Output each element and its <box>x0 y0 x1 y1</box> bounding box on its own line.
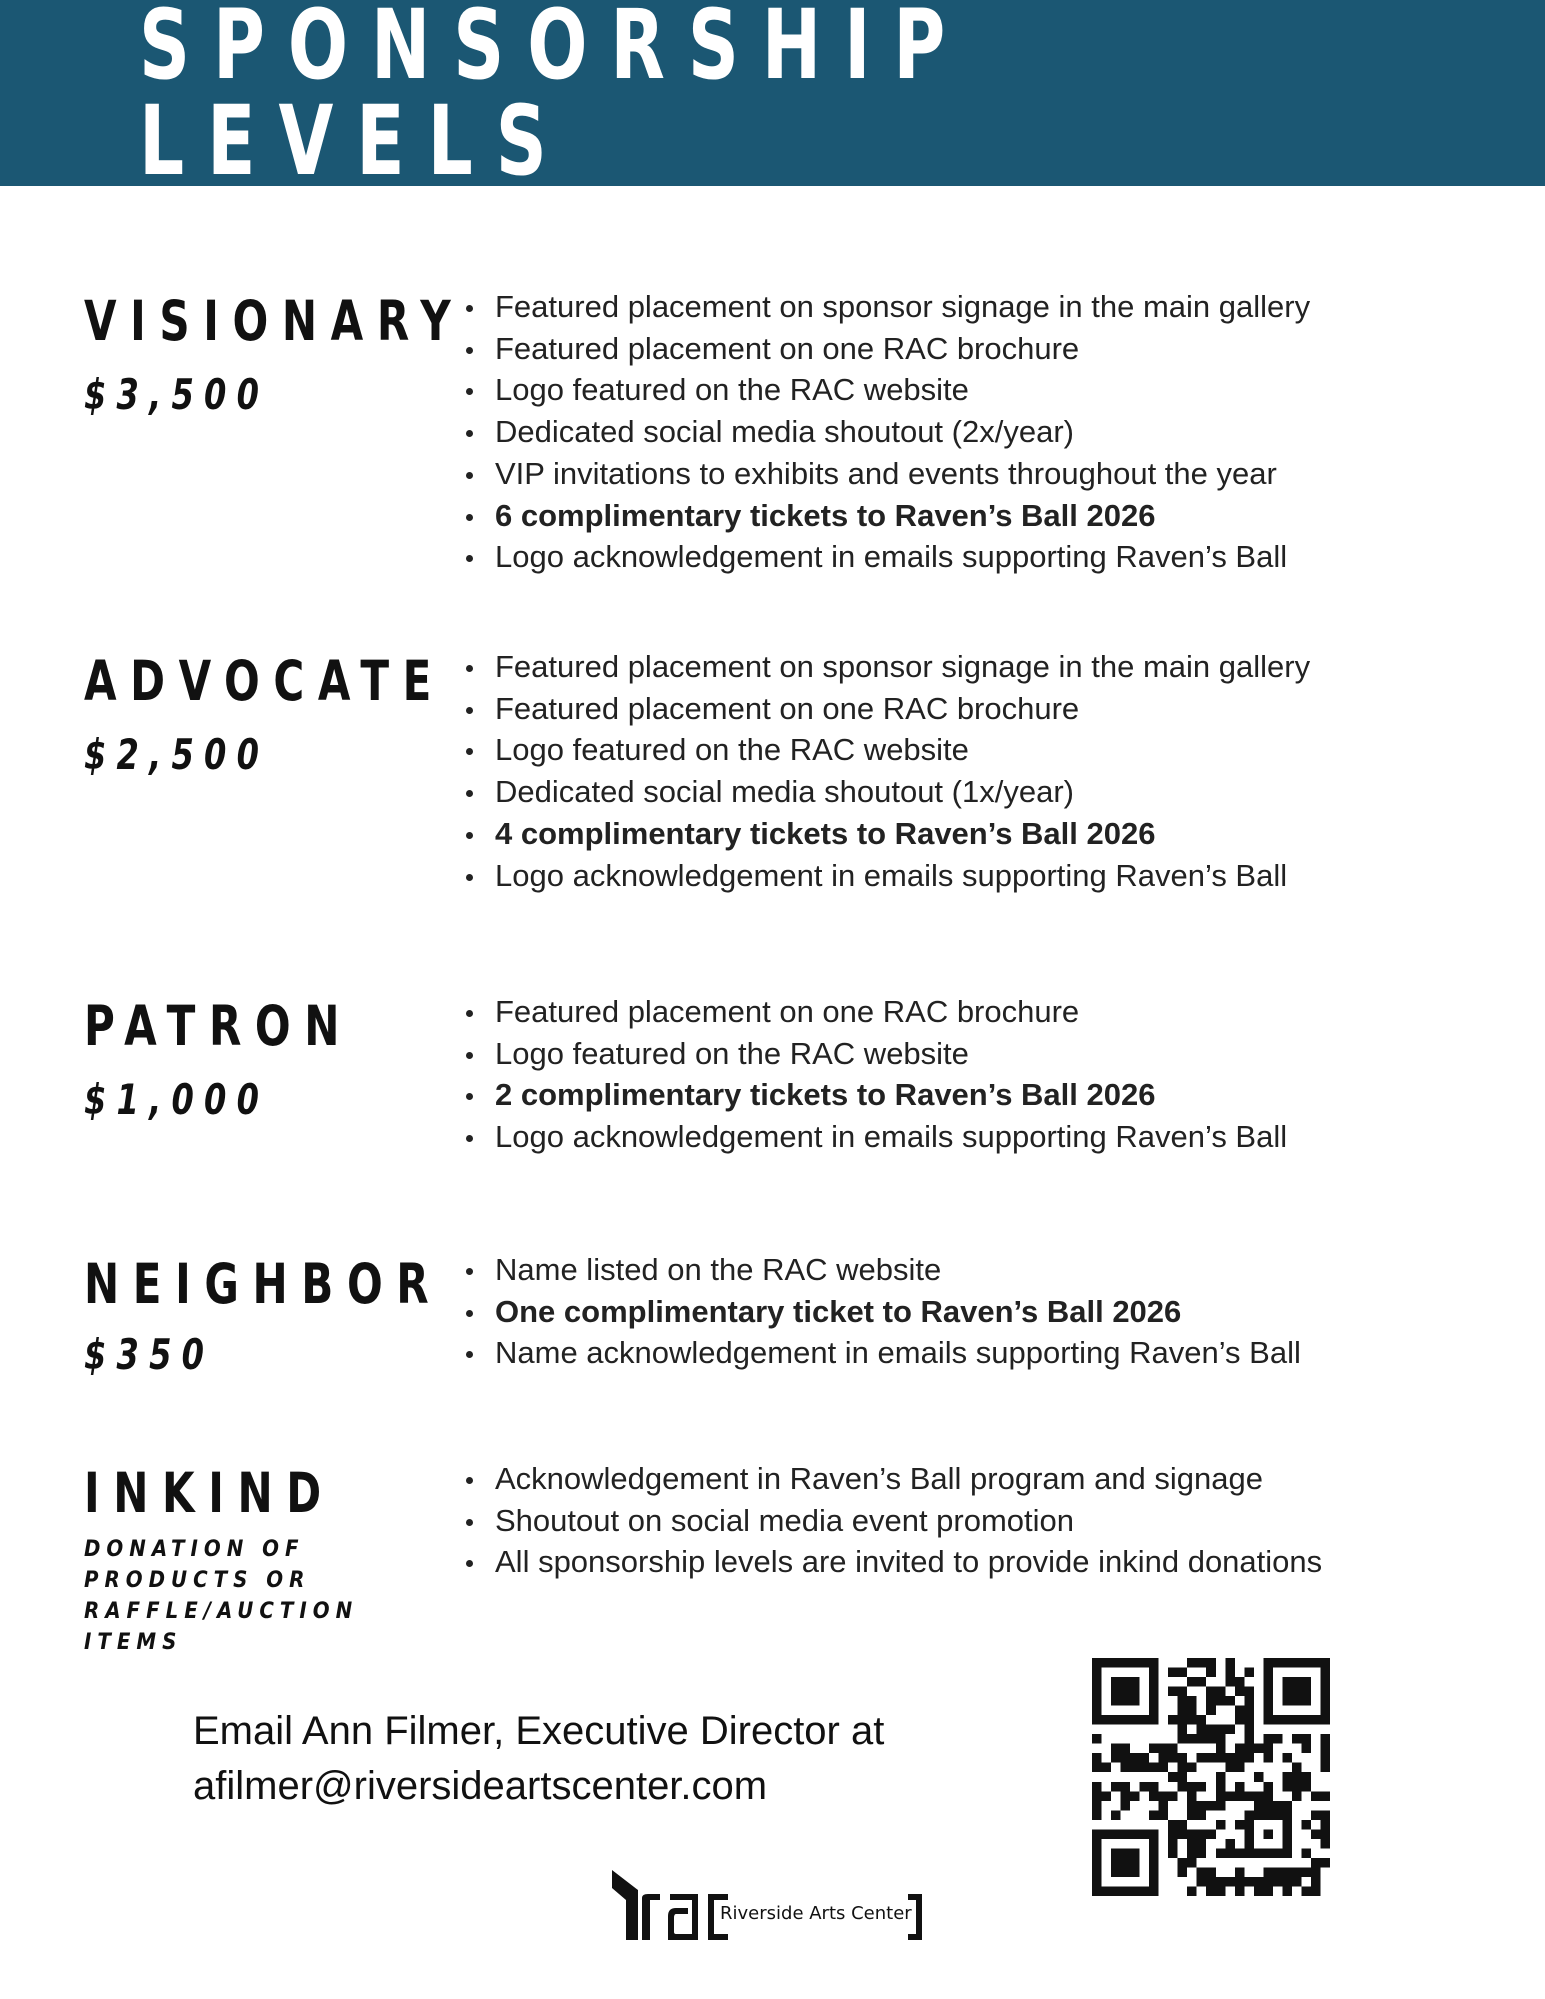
qr-module <box>1130 1791 1140 1801</box>
qr-module <box>1320 1858 1330 1868</box>
qr-module <box>1225 1763 1235 1773</box>
qr-module <box>1092 1791 1102 1801</box>
qr-module <box>1111 1810 1121 1820</box>
qr-module <box>1216 1772 1226 1782</box>
qr-module <box>1263 1867 1273 1877</box>
qr-module <box>1187 1706 1197 1716</box>
qr-module <box>1320 1829 1330 1839</box>
benefit-item: Featured placement on one RAC brochure <box>462 688 1502 730</box>
qr-module <box>1292 1791 1302 1801</box>
qr-module <box>1092 1801 1102 1811</box>
qr-module <box>1263 1782 1273 1792</box>
level-price: $3,500 <box>84 370 270 419</box>
qr-module <box>1206 1877 1216 1887</box>
qr-module <box>1244 1696 1254 1706</box>
qr-module <box>1244 1734 1254 1744</box>
benefit-list <box>462 1458 1502 1583</box>
qr-module <box>1206 1668 1216 1678</box>
qr-module <box>1178 1867 1188 1877</box>
qr-module <box>1206 1801 1216 1811</box>
qr-module <box>1149 1810 1159 1820</box>
qr-module <box>1263 1791 1273 1801</box>
qr-module <box>1149 1791 1159 1801</box>
qr-module <box>1197 1801 1207 1811</box>
qr-module <box>1301 1734 1311 1744</box>
qr-module <box>1187 1858 1197 1868</box>
qr-module <box>1092 1763 1102 1773</box>
benefit-item: Shoutout on social media event promotion <box>462 1500 1502 1542</box>
qr-module <box>1225 1658 1235 1668</box>
qr-module <box>1235 1687 1245 1697</box>
qr-module <box>1168 1715 1178 1725</box>
qr-module <box>1130 1763 1140 1773</box>
benefit-item: Name listed on the RAC website <box>462 1249 1502 1291</box>
qr-module <box>1254 1744 1264 1754</box>
qr-module <box>1216 1734 1226 1744</box>
qr-module <box>1263 1734 1273 1744</box>
qr-module <box>1197 1725 1207 1735</box>
benefit-item: Dedicated social media shoutout (2x/year) <box>462 411 1502 453</box>
qr-module <box>1206 1886 1216 1896</box>
qr-module <box>1159 1791 1169 1801</box>
qr-module <box>1254 1886 1264 1896</box>
qr-module <box>1254 1772 1264 1782</box>
level-name: NEIGHBOR <box>84 1252 443 1316</box>
qr-module <box>1244 1725 1254 1735</box>
qr-module <box>1168 1820 1178 1830</box>
qr-module <box>1206 1658 1216 1668</box>
qr-module <box>1121 1753 1131 1763</box>
qr-module <box>1178 1715 1188 1725</box>
qr-module <box>1225 1753 1235 1763</box>
qr-module <box>1235 1867 1245 1877</box>
qr-module <box>1273 1801 1283 1811</box>
qr-module <box>1225 1877 1235 1887</box>
qr-module <box>1235 1677 1245 1687</box>
qr-module <box>1197 1677 1207 1687</box>
benefit-list <box>462 646 1502 896</box>
qr-module <box>1254 1791 1264 1801</box>
qr-module <box>1178 1820 1188 1830</box>
qr-module <box>1282 1772 1292 1782</box>
qr-module <box>1197 1715 1207 1725</box>
qr-module <box>1216 1877 1226 1887</box>
qr-module <box>1206 1706 1216 1716</box>
qr-module <box>1320 1734 1330 1744</box>
qr-module <box>1282 1801 1292 1811</box>
qr-module <box>1121 1763 1131 1773</box>
qr-module <box>1311 1877 1321 1887</box>
qr-module <box>1311 1886 1321 1896</box>
qr-module <box>1140 1753 1150 1763</box>
qr-module <box>1178 1706 1188 1716</box>
qr-module <box>1292 1782 1302 1792</box>
benefit-item: Logo acknowledgement in emails supporting Raven’s Ball <box>462 855 1502 897</box>
qr-module <box>1282 1782 1292 1792</box>
page-title: SPONSORSHIP LEVELS <box>139 0 969 197</box>
qr-module <box>1311 1810 1321 1820</box>
benefit-item: Logo featured on the RAC website <box>462 729 1502 771</box>
qr-module <box>1187 1715 1197 1725</box>
qr-module <box>1263 1744 1273 1754</box>
qr-module <box>1244 1753 1254 1763</box>
qr-module <box>1140 1763 1150 1773</box>
qr-module <box>1311 1829 1321 1839</box>
qr-module <box>1216 1791 1226 1801</box>
qr-module <box>1121 1744 1131 1754</box>
qr-module <box>1187 1829 1197 1839</box>
qr-module <box>1301 1820 1311 1830</box>
qr-module <box>1235 1744 1245 1754</box>
qr-module <box>1159 1753 1169 1763</box>
qr-module <box>1292 1877 1302 1887</box>
qr-module <box>1225 1791 1235 1801</box>
qr-module <box>1216 1687 1226 1697</box>
qr-module <box>1225 1839 1235 1849</box>
qr-module <box>1235 1782 1245 1792</box>
benefit-item-tickets: 6 complimentary tickets to Raven’s Ball 2026 <box>462 495 1502 537</box>
qr-module <box>1320 1810 1330 1820</box>
qr-module <box>1102 1763 1112 1773</box>
level-price: $2,500 <box>84 730 270 779</box>
qr-module <box>1311 1791 1321 1801</box>
qr-module <box>1216 1801 1226 1811</box>
qr-module <box>1216 1696 1226 1706</box>
qr-module <box>1292 1772 1302 1782</box>
qr-module <box>1301 1886 1311 1896</box>
header-banner <box>0 0 1545 197</box>
qr-module <box>1311 1867 1321 1877</box>
qr-module <box>1178 1829 1188 1839</box>
qr-module <box>1244 1744 1254 1754</box>
benefit-item: Acknowledgement in Raven’s Ball program and signage <box>462 1458 1502 1500</box>
qr-module <box>1102 1791 1112 1801</box>
benefit-item: Featured placement on one RAC brochure <box>462 328 1502 370</box>
qr-module <box>1168 1848 1178 1858</box>
qr-module <box>1159 1744 1169 1754</box>
qr-module <box>1282 1886 1292 1896</box>
qr-module <box>1197 1839 1207 1849</box>
qr-module <box>1168 1668 1178 1678</box>
qr-module <box>1178 1858 1188 1868</box>
qr-module <box>1178 1725 1188 1735</box>
qr-module <box>1187 1734 1197 1744</box>
qr-module <box>1168 1829 1178 1839</box>
qr-module <box>1301 1848 1311 1858</box>
qr-module <box>1178 1782 1188 1792</box>
qr-module <box>1092 1810 1102 1820</box>
contact-block <box>193 1704 884 1814</box>
qr-module <box>1320 1791 1330 1801</box>
qr-module <box>1235 1753 1245 1763</box>
qr-module <box>1216 1744 1226 1754</box>
qr-module <box>1197 1753 1207 1763</box>
benefit-item: Logo featured on the RAC website <box>462 369 1502 411</box>
qr-module <box>1178 1668 1188 1678</box>
qr-module <box>1263 1886 1273 1896</box>
qr-module <box>1254 1801 1264 1811</box>
qr-module <box>1092 1734 1102 1744</box>
qr-module <box>1301 1744 1311 1754</box>
qr-module <box>1235 1877 1245 1887</box>
benefit-list <box>462 286 1502 578</box>
qr-module <box>1187 1848 1197 1858</box>
qr-module <box>1263 1753 1273 1763</box>
benefit-item: Logo acknowledgement in emails supporting Raven’s Ball <box>462 536 1502 578</box>
qr-module <box>1178 1687 1188 1697</box>
qr-module <box>1273 1877 1283 1887</box>
qr-module <box>1320 1820 1330 1830</box>
qr-module <box>1187 1886 1197 1896</box>
qr-module <box>1206 1753 1216 1763</box>
qr-module <box>1244 1877 1254 1887</box>
qr-module <box>1216 1725 1226 1735</box>
qr-module <box>1149 1763 1159 1773</box>
qr-module <box>1225 1848 1235 1858</box>
level-price: $1,000 <box>84 1075 270 1124</box>
qr-module <box>1159 1810 1169 1820</box>
benefit-item: Featured placement on sponsor signage in the main gallery <box>462 646 1502 688</box>
qr-module <box>1311 1858 1321 1868</box>
qr-module <box>1168 1839 1178 1849</box>
qr-module <box>1273 1734 1283 1744</box>
qr-module <box>1197 1782 1207 1792</box>
qr-module <box>1178 1734 1188 1744</box>
qr-module <box>1111 1753 1121 1763</box>
qr-module <box>1140 1782 1150 1792</box>
qr-module <box>1235 1886 1245 1896</box>
qr-module <box>1197 1658 1207 1668</box>
benefit-item: Dedicated social media shoutout (1x/year) <box>462 771 1502 813</box>
qr-module <box>1187 1677 1197 1687</box>
qr-module <box>1216 1782 1226 1792</box>
qr-module <box>1235 1791 1245 1801</box>
qr-module <box>1159 1801 1169 1811</box>
level-name: ADVOCATE <box>84 649 445 713</box>
qr-module <box>1149 1782 1159 1792</box>
qr-module <box>1187 1782 1197 1792</box>
qr-module <box>1187 1658 1197 1668</box>
level-price: $350 <box>84 1330 215 1379</box>
qr-module <box>1263 1801 1273 1811</box>
qr-module <box>1206 1725 1216 1735</box>
qr-module <box>1168 1744 1178 1754</box>
qr-module <box>1206 1829 1216 1839</box>
benefit-item-tickets: 4 complimentary tickets to Raven’s Ball 2026 <box>462 813 1502 855</box>
qr-module <box>1225 1725 1235 1735</box>
contact-email[interactable]: afilmer@riversideartscenter.com <box>193 1764 768 1808</box>
qr-module <box>1092 1753 1102 1763</box>
qr-module <box>1244 1687 1254 1697</box>
qr-module <box>1235 1848 1245 1858</box>
qr-module <box>1121 1782 1131 1792</box>
qr-module <box>1159 1763 1169 1773</box>
benefit-list <box>462 1249 1502 1374</box>
benefit-list <box>462 991 1502 1158</box>
benefit-item: All sponsorship levels are invited to provide inkind donations <box>462 1541 1502 1583</box>
qr-module <box>1320 1753 1330 1763</box>
qr-module <box>1254 1877 1264 1887</box>
level-name: PATRON <box>84 994 354 1058</box>
qr-module <box>1197 1867 1207 1877</box>
qr-module <box>1121 1801 1131 1811</box>
qr-module <box>1092 1782 1102 1792</box>
qr-module <box>1282 1753 1292 1763</box>
qr-module <box>1216 1753 1226 1763</box>
qr-module <box>1187 1791 1197 1801</box>
benefit-item: VIP invitations to exhibits and events throughout the year <box>462 453 1502 495</box>
qr-module <box>1130 1753 1140 1763</box>
qr-module <box>1301 1782 1311 1792</box>
benefit-item: Featured placement on one RAC brochure <box>462 991 1502 1033</box>
qr-module <box>1178 1772 1188 1782</box>
qr-module <box>1244 1715 1254 1725</box>
benefit-item: Logo featured on the RAC website <box>462 1033 1502 1075</box>
qr-module <box>1206 1696 1216 1706</box>
level-name: VISIONARY <box>84 289 465 353</box>
qr-module <box>1292 1734 1302 1744</box>
qr-module <box>1197 1734 1207 1744</box>
qr-module <box>1149 1744 1159 1754</box>
qr-module <box>1206 1734 1216 1744</box>
qr-module <box>1225 1696 1235 1706</box>
qr-module <box>1178 1753 1188 1763</box>
qr-module <box>1273 1867 1283 1877</box>
qr-module <box>1235 1715 1245 1725</box>
benefit-item: Featured placement on sponsor signage in the main gallery <box>462 286 1502 328</box>
qr-module <box>1216 1848 1226 1858</box>
qr-module <box>1187 1763 1197 1773</box>
qr-module <box>1168 1791 1178 1801</box>
qr-module <box>1244 1706 1254 1716</box>
qr-module <box>1187 1801 1197 1811</box>
qr-module <box>1235 1763 1245 1773</box>
qr-module <box>1320 1839 1330 1849</box>
qr-module <box>1197 1810 1207 1820</box>
logo-text: Riverside Arts Center <box>720 1903 912 1924</box>
qr-module <box>1244 1791 1254 1801</box>
qr-module <box>1197 1829 1207 1839</box>
contact-line: Email Ann Filmer, Executive Director at <box>193 1709 885 1753</box>
qr-module <box>1320 1744 1330 1754</box>
benefit-item: Name acknowledgement in emails supporting Raven’s Ball <box>462 1332 1502 1374</box>
qr-module <box>1301 1867 1311 1877</box>
qr-module <box>1225 1668 1235 1678</box>
qr-module <box>1178 1696 1188 1706</box>
qr-module <box>1292 1763 1302 1773</box>
qr-module <box>1282 1867 1292 1877</box>
qr-module <box>1168 1772 1178 1782</box>
qr-module <box>1263 1877 1273 1887</box>
qr-module <box>1168 1753 1178 1763</box>
qr-module <box>1178 1763 1188 1773</box>
benefit-item-tickets: One complimentary ticket to Raven’s Ball 2026 <box>462 1291 1502 1333</box>
qr-module <box>1168 1687 1178 1697</box>
qr-module <box>1216 1886 1226 1896</box>
qr-module <box>1187 1696 1197 1706</box>
qr-module <box>1235 1820 1245 1830</box>
qr-module <box>1111 1744 1121 1754</box>
qr-module <box>1320 1763 1330 1773</box>
qr-module <box>1301 1772 1311 1782</box>
qr-module <box>1244 1668 1254 1678</box>
qr-module <box>1121 1791 1131 1801</box>
qr-module <box>1216 1820 1226 1830</box>
qr-module <box>1292 1867 1302 1877</box>
qr-module <box>1282 1877 1292 1887</box>
qr-module <box>1206 1687 1216 1697</box>
qr-module <box>1187 1839 1197 1849</box>
qr-module <box>1225 1677 1235 1687</box>
level-subtitle: DONATION OF PRODUCTS OR RAFFLE/AUCTION ITEMS <box>84 1537 359 1655</box>
qr-module <box>1111 1782 1121 1792</box>
qr-module <box>1235 1706 1245 1716</box>
qr-module <box>1187 1810 1197 1820</box>
benefit-item: Logo acknowledgement in emails supporting Raven’s Ball <box>462 1116 1502 1158</box>
qr-module <box>1197 1877 1207 1887</box>
qr-module <box>1206 1867 1216 1877</box>
benefit-item-tickets: 2 complimentary tickets to Raven’s Ball 2026 <box>462 1074 1502 1116</box>
level-name: INKIND <box>84 1461 335 1525</box>
qr-module <box>1197 1848 1207 1858</box>
qr-code-icon[interactable] <box>1092 1658 1330 1896</box>
